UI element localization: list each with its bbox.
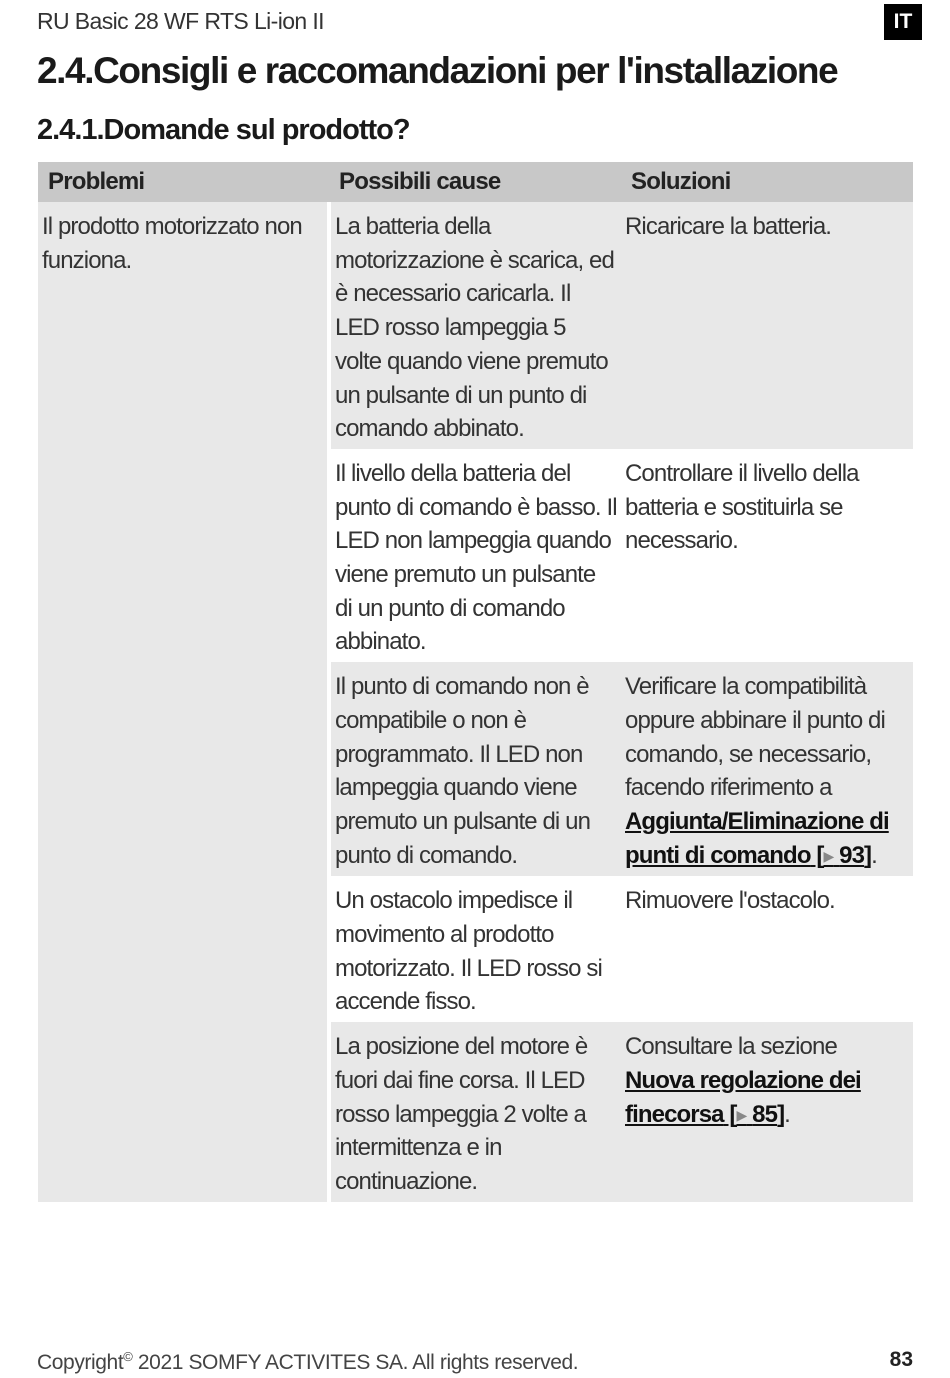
- column-header-causes: Possibili cause: [329, 162, 621, 202]
- column-header-problems: Problemi: [38, 162, 329, 202]
- page-arrow-icon: ▶: [736, 1106, 747, 1123]
- page-number: 83: [889, 1348, 913, 1371]
- subsection-title: 2.4.1.Domande sul prodotto?: [37, 114, 410, 146]
- table-row: [38, 202, 913, 449]
- link-text: Nuova regolazione dei finecorsa: [625, 1066, 861, 1128]
- problem-cell: Il prodotto motorizzato non funziona.: [38, 202, 329, 1202]
- section-title: 2.4.Consigli e raccomandazioni per l'installazione: [37, 50, 838, 91]
- troubleshooting-table: [38, 162, 913, 1202]
- cross-reference-link[interactable]: Nuova regolazione dei finecorsa [▶ 85]: [625, 1066, 861, 1128]
- page-arrow-icon: ▶: [823, 847, 834, 864]
- solution-cell: [621, 1022, 913, 1202]
- cross-reference-link[interactable]: Aggiunta/Eliminazione di punti di comando [▶ 93]: [625, 807, 889, 869]
- cause-cell: La batteria della motorizzazione è scarica, ed è necessario caricarla. Il LED rosso lampeggia 5 volte quando viene premuto un pulsante di un punto di comando abbinato.: [329, 202, 621, 449]
- cause-cell: Il livello della batteria del punto di comando è basso. Il LED non lampeggia quando viene premuto un pulsante di un punto di comando abbinato.: [329, 449, 621, 662]
- solution-cell: Rimuovere l'ostacolo.: [621, 876, 913, 1022]
- cause-cell: Il punto di comando non è compatibile o non è programmato. Il LED non lampeggia quando viene premuto un pulsante di un punto di comando.: [329, 662, 621, 876]
- link-page-number: 93: [839, 841, 865, 869]
- language-badge: IT: [884, 4, 922, 40]
- copyright-prefix: Copyright: [37, 1351, 124, 1374]
- column-header-solutions: Soluzioni: [621, 162, 913, 202]
- copyright-mark: ©: [123, 1349, 133, 1364]
- solution-cell: Controllare il livello della batteria e sostituirla se necessario.: [621, 449, 913, 662]
- solution-text: Verificare la compatibilità oppure abbinare il punto di comando, se necessario, facendo riferimento a: [625, 673, 885, 802]
- solution-end: .: [871, 841, 877, 869]
- link-text: Aggiunta/Eliminazione di punti di comando: [625, 807, 889, 869]
- copyright-text: 2021 SOMFY ACTIVITES SA. All rights reserved.: [132, 1351, 579, 1374]
- table-header-row: [38, 162, 913, 202]
- cause-cell: Un ostacolo impedisce il movimento al prodotto motorizzato. Il LED rosso si accende fisso.: [329, 876, 621, 1022]
- header-product-name: RU Basic 28 WF RTS Li-ion II: [37, 8, 324, 34]
- solution-cell: Ricaricare la batteria.: [621, 202, 913, 449]
- solution-cell: [621, 662, 913, 876]
- cause-cell: La posizione del motore è fuori dai fine corsa. Il LED rosso lampeggia 2 volte a intermittenza e in continuazione.: [329, 1022, 621, 1202]
- solution-text: Consultare la sezione: [625, 1033, 837, 1061]
- link-page-number: 85: [752, 1100, 778, 1128]
- solution-end: .: [784, 1100, 790, 1128]
- copyright-notice: [37, 1349, 578, 1375]
